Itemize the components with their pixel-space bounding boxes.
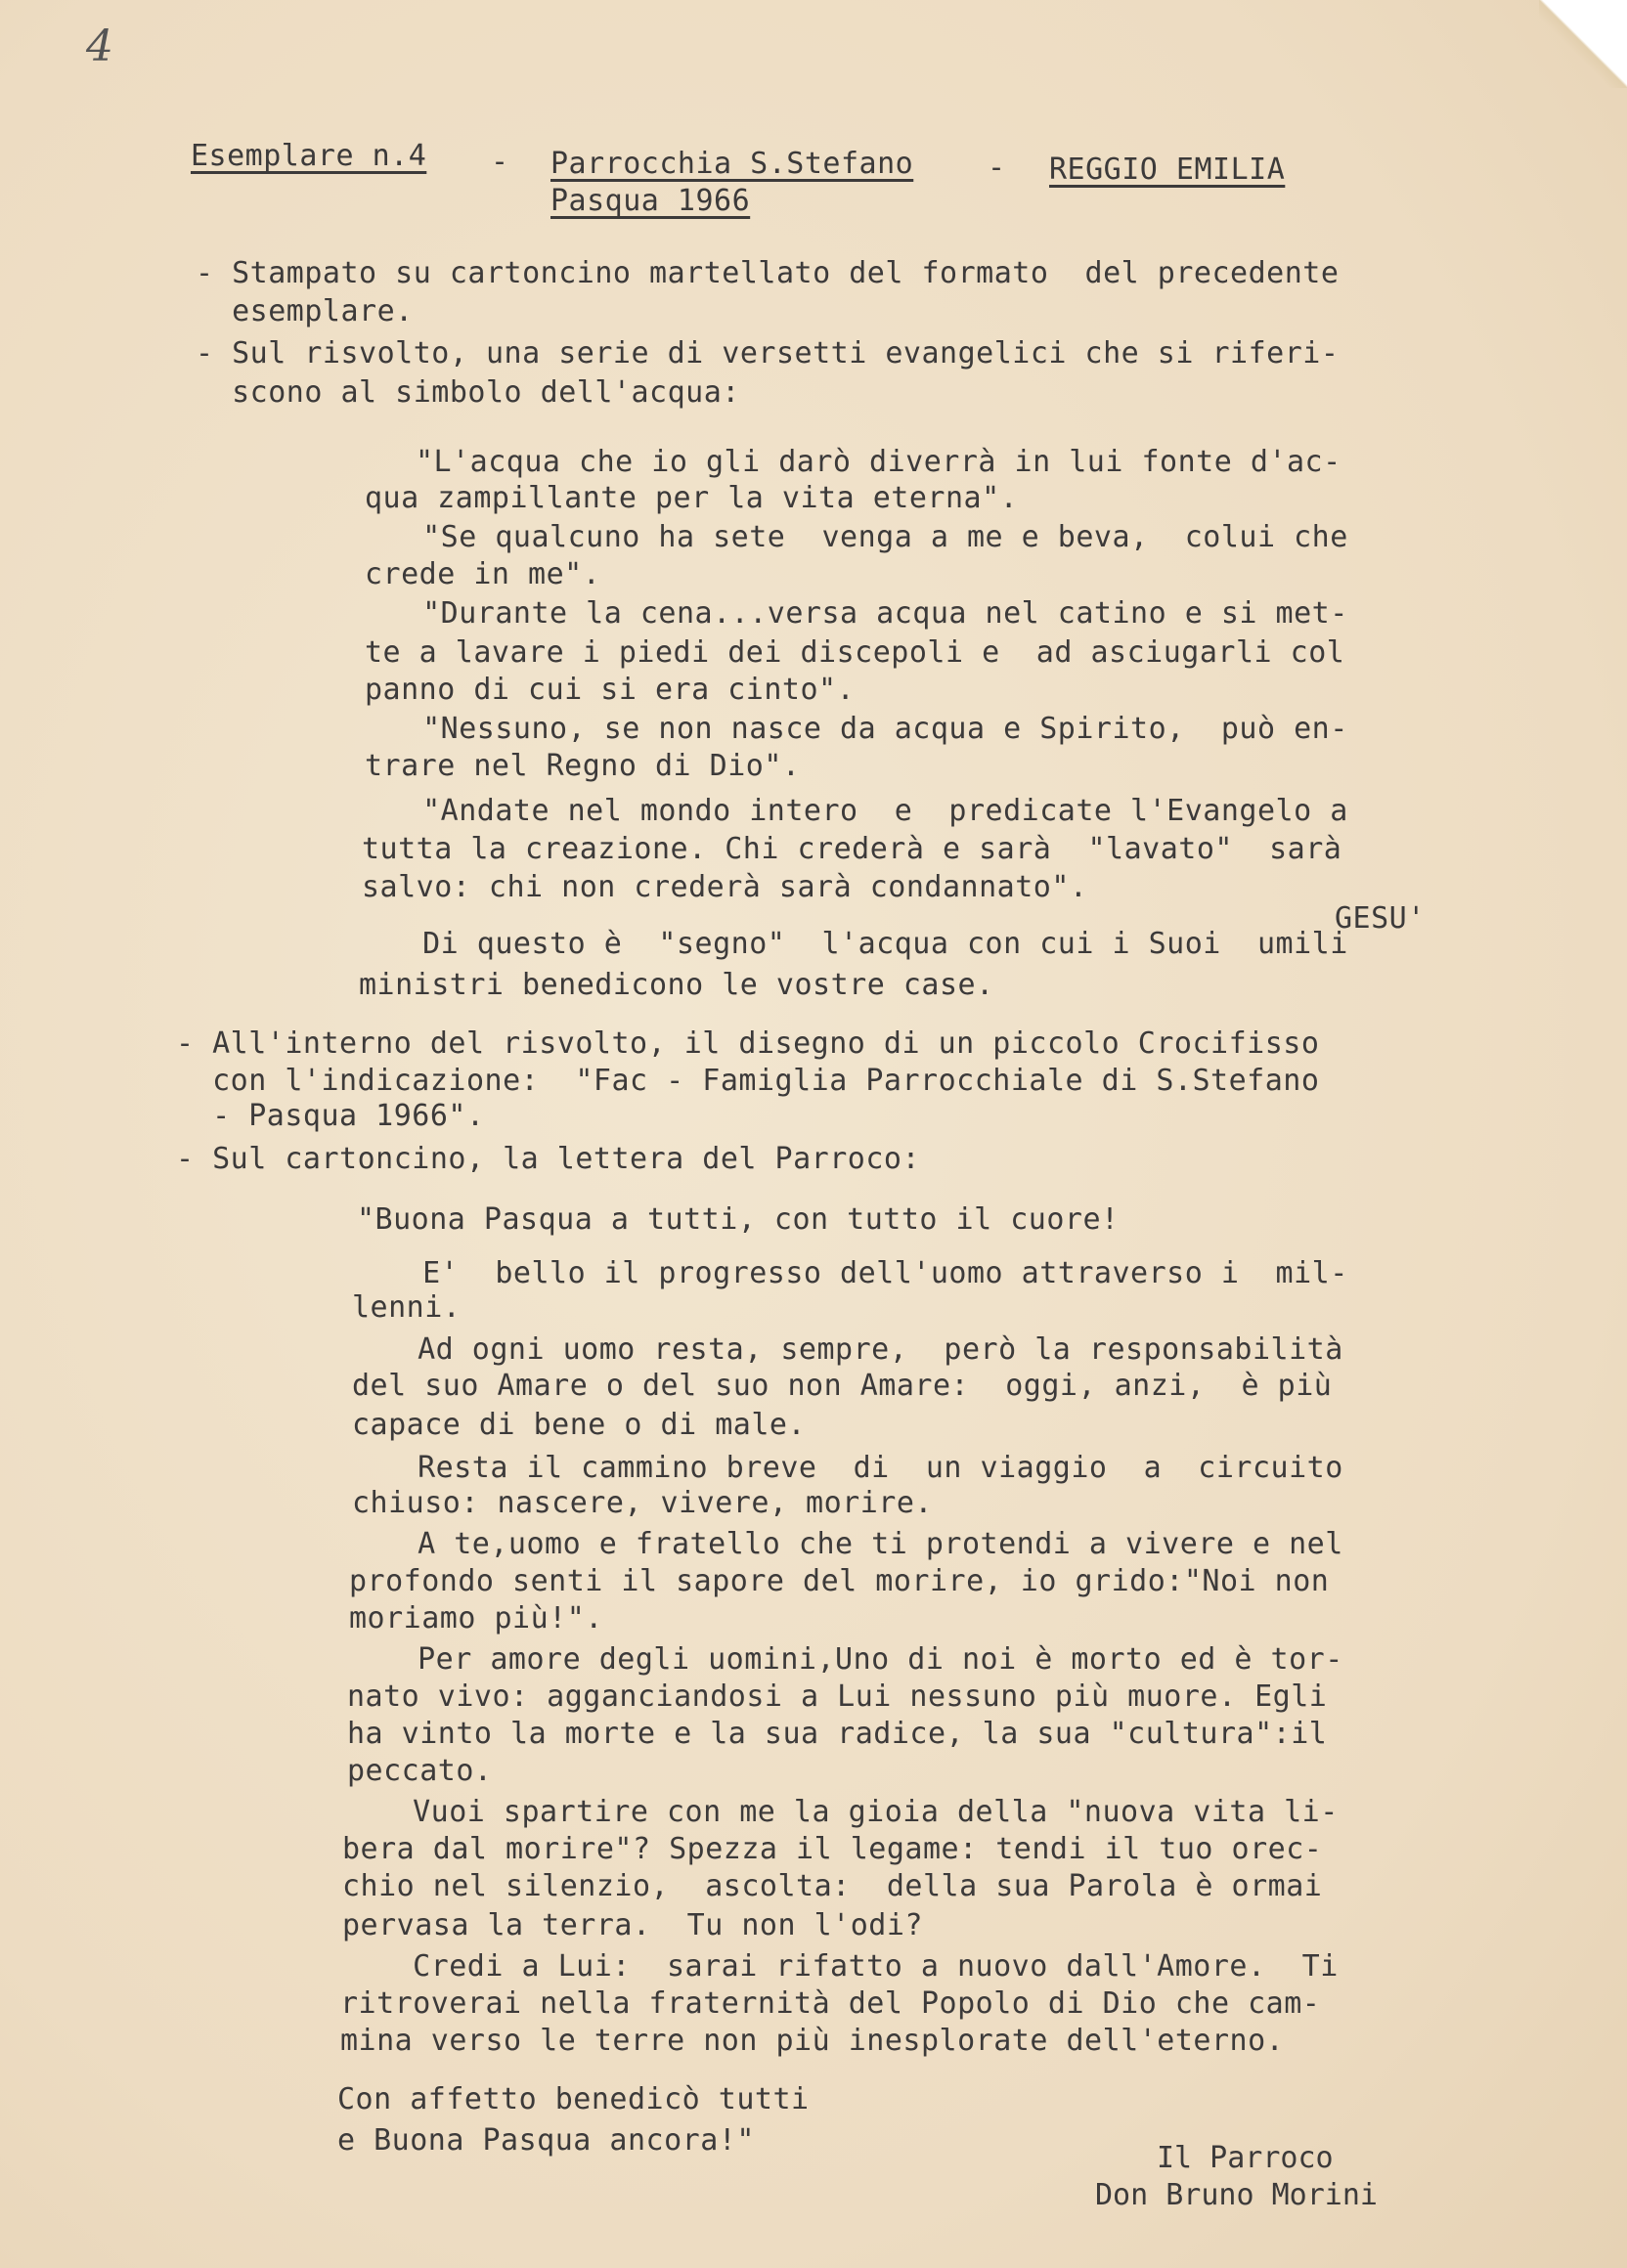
text-line: ritroverai nella fraternità del Popolo di Dio che cam- (340, 1986, 1321, 2021)
text-line: "L'acqua che io gli darò diverrà in lui fonte d'ac- (416, 445, 1341, 479)
text-line: peccato. (347, 1754, 493, 1788)
text-line: esemplare. (196, 294, 414, 328)
text-line: Vuoi spartire con me la gioia della "nuova vita li- (376, 1795, 1339, 1829)
text-line: con l'indicazione: "Fac - Famiglia Parrocchiale di S.Stefano (176, 1064, 1320, 1098)
header-city: REGGIO EMILIA (1049, 153, 1286, 187)
header-pasqua: Pasqua 1966 (550, 184, 751, 218)
letter-heading: "Buona Pasqua a tutti, con tutto il cuore! (357, 1202, 1120, 1237)
text-line: bera dal morire"? Spezza il legame: tendi il tuo orec- (342, 1832, 1323, 1866)
text-line: chiuso: nascere, vivere, morire. (352, 1486, 933, 1520)
header-dash: - (988, 151, 1006, 185)
text-line: crede in me". (365, 557, 601, 591)
text-line: trare nel Regno di Dio". (365, 749, 801, 783)
text-line: Con affetto benedicò tutti (337, 2082, 810, 2116)
signature-name: Don Bruno Morini (1095, 2178, 1378, 2212)
text-line: - Sul cartoncino, la lettera del Parroco: (176, 1142, 921, 1176)
header-esemplare: Esemplare n.4 (191, 139, 427, 173)
text-line: Di questo è "segno" l'acqua con cui i Suoi umili (386, 927, 1348, 961)
text-line: Per amore degli uomini,Uno di noi è morto ed è tor- (381, 1642, 1343, 1677)
text-line: salvo: chi non crederà sarà condannato". (362, 870, 1088, 904)
text-line: Resta il cammino breve di un viaggio a circuito (381, 1451, 1343, 1485)
text-line: "Durante la cena...versa acqua nel catino e si met- (386, 596, 1348, 631)
header-dash: - (491, 145, 509, 179)
text-line: capace di bene o di male. (352, 1408, 807, 1442)
text-line: del suo Amare o del suo non Amare: oggi, anzi, è più (352, 1369, 1333, 1403)
text-line: nato vivo: agganciandosi a Lui nessuno più muore. Egli (347, 1679, 1328, 1714)
text-line: - Sul risvolto, una serie di versetti evangelici che si riferi- (196, 336, 1340, 371)
text-line: moriamo più!". (349, 1601, 603, 1636)
text-line: e Buona Pasqua ancora!" (337, 2123, 755, 2158)
text-line: A te,uomo e fratello che ti protendi a vivere e nel (381, 1527, 1343, 1561)
text-line: te a lavare i piedi dei discepoli e ad asciugarli col (365, 635, 1345, 670)
text-line: GESU' (1335, 901, 1426, 936)
text-line: panno di cui si era cinto". (365, 673, 856, 707)
text-line: "Se qualcuno ha sete venga a me e beva, colui che (386, 520, 1348, 554)
text-line: - Pasqua 1966". (176, 1099, 485, 1133)
torn-corner (1539, 0, 1627, 88)
text-line: mina verso le terre non più inesplorate dell'eterno. (340, 2024, 1285, 2058)
text-line: ha vinto la morte e la sua radice, la sua "cultura":il (347, 1717, 1328, 1751)
text-line: qua zampillante per la vita eterna". (365, 481, 1019, 515)
text-line: chio nel silenzio, ascolta: della sua Parola è ormai (342, 1869, 1323, 1903)
text-line: profondo senti il sapore del morire, io grido:"Noi non (349, 1564, 1330, 1598)
text-line: tutta la creazione. Chi crederà e sarà "lavato" sarà (362, 832, 1342, 866)
text-line: E' bello il progresso dell'uomo attraverso i mil- (386, 1256, 1348, 1290)
text-line: pervasa la terra. Tu non l'odi? (342, 1908, 923, 1942)
page-number-handwritten: 4 (86, 22, 113, 71)
text-line: Ad ogni uomo resta, sempre, però la responsabilità (381, 1332, 1343, 1367)
text-line: "Andate nel mondo intero e predicate l'Evangelo a (386, 794, 1348, 828)
signature-title: Il Parroco (1157, 2141, 1334, 2175)
text-line: scono al simbolo dell'acqua: (196, 375, 740, 410)
text-line: "Nessuno, se non nasce da acqua e Spirito, può en- (386, 712, 1348, 746)
text-line: lenni. (352, 1290, 462, 1325)
text-line: ministri benedicono le vostre case. (359, 968, 994, 1002)
text-line: - Stampato su cartoncino martellato del formato del precedente (196, 256, 1340, 290)
text-line: Credi a Lui: sarai rifatto a nuovo dall'Amore. Ti (376, 1949, 1339, 1984)
header-parrocchia: Parrocchia S.Stefano (550, 147, 914, 181)
text-line: - All'interno del risvolto, il disegno di un piccolo Crocifisso (176, 1026, 1320, 1061)
